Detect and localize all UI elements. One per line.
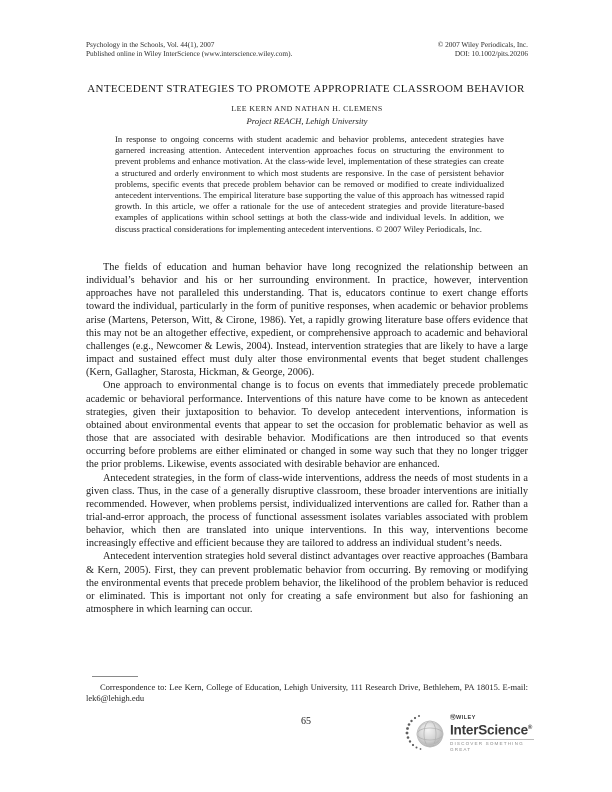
body-paragraph: The fields of education and human behavior have long recognized the relationship between an individual’s behavior and his or her surrounding environment. In practice, however, intervention approaches have not paralleled this understanding. That is, educators continue to exert change efforts toward the individual, particularly in the form of punitive responses, when academic or behavior problems arise (Martens, Peterson, Witt, & Cirone, 1986). Yet, a rapidly growing literature base offers evidence that this may not be an altogether effective, expedient, or comprehensive approach to academic and behavioral challenges (e.g., Newcomer & Lewis, 2004). Instead, intervention strategies that are likely to have a large impact and sustained effect must duly alter those environmental events that beget student challenges (Kern, Gallagher, Starosta, Hickman, & George, 2006). <box>86 262 528 379</box>
wiley-circle-w-icon: Ⓦ <box>450 715 456 722</box>
abstract-text: In response to ongoing concerns with student academic and behavior problems, antecedent strategies have garnered increasing attention. Antecedent intervention approaches focus on structuring the environment to prevent problems and enhance motivation. At the class-wide level, implementation of these strategies can create a structured and orderly environment to which most students are responsive. In the case of persistent behavior problems, specific events that precede problem behavior can be removed or modified to create individualized antecedent interventions. The empirical literature base supporting the value of this approach has witnessed rapid growth. In this article, we offer a rationale for the use of antecedent strategies and provide literature-based examples of applications within school settings at both the class-wide and individual levels. In addition, we discuss practical considerations for implementing antecedent interventions. © 2007 Wiley Periodicals, Inc. <box>115 134 504 234</box>
copyright-line: © 2007 Wiley Periodicals, Inc. <box>437 40 528 49</box>
doi-line: DOI: 10.1002/pits.20206 <box>454 48 528 58</box>
authors-line: LEE KERN AND NATHAN H. CLEMENS <box>231 104 383 113</box>
logo-text-block <box>450 715 534 753</box>
footnote-divider <box>92 676 138 677</box>
page-number: 65 <box>301 716 311 727</box>
correspondence-footnote: Correspondence to: Lee Kern, College of Education, Lehigh University, 111 Research Drive, Bethlehem, PA 18015. E-mail: lek6@lehigh.edu <box>86 682 528 703</box>
globe-icon <box>402 709 452 759</box>
published-online-note: Published online in Wiley InterScience (www.interscience.wiley.com). <box>86 48 293 58</box>
wiley-interscience-logo <box>402 709 534 759</box>
affiliation-line: Project REACH, Lehigh University <box>246 116 368 126</box>
registered-mark: ® <box>527 725 533 732</box>
journal-header-right <box>438 41 528 58</box>
wiley-wordmark: ⓌWILEY <box>450 715 476 722</box>
interscience-wordmark: InterScience® <box>450 722 533 738</box>
journal-header-left <box>86 41 292 58</box>
body-paragraph: Antecedent strategies, in the form of class-wide interventions, address the needs of most students in a given class. Thus, in the case of a generally disruptive classroom, these broader interventions are initially recommended. However, when problems persist, individualized interventions are called for. Rather than a trial-and-error approach, the process of functional assessment isolates variables associated with problem behavior, which then are translated into unique interventions. In this way, interventions become increasingly effective and efficient because they are tailored to address an individual student’s needs. <box>86 472 528 550</box>
journal-name-volume: Psychology in the Schools, Vol. 44(1), 2007 <box>86 40 215 49</box>
article-body <box>86 261 528 616</box>
article-title: ANTECEDENT STRATEGIES TO PROMOTE APPROPRIATE CLASSROOM BEHAVIOR <box>87 83 525 95</box>
body-paragraph: Antecedent intervention strategies hold several distinct advantages over reactive approaches (Bambara & Kern, 2005). First, they can prevent problematic behavior from occurring. By removing or modifying the environmental events that precede problem behavior, the likelihood of the problem behavior is reduced or eliminated. This is important not only for creating a safe environment but also for fashioning an atmosphere in which learning can occur. <box>86 551 528 616</box>
logo-tagline: DISCOVER SOMETHING GREAT <box>450 739 534 753</box>
journal-header <box>86 41 528 58</box>
body-paragraph: One approach to environmental change is to focus on events that immediately precede problematic academic or behavioral performance. Interventions of this nature have come to be known as antecedent strategies, given their juxtaposition to behavior. To develop antecedent interventions, information is obtained about environmental events that appear to set the occasion for problematic behavior as well as those that are associated with desirable behavior. Modifications are then introduced so that events occurring before problems are either eliminated or changed in some way such that they no longer trigger the prior problems. Likewise, events associated with desirable behavior are enhanced. <box>86 380 528 471</box>
